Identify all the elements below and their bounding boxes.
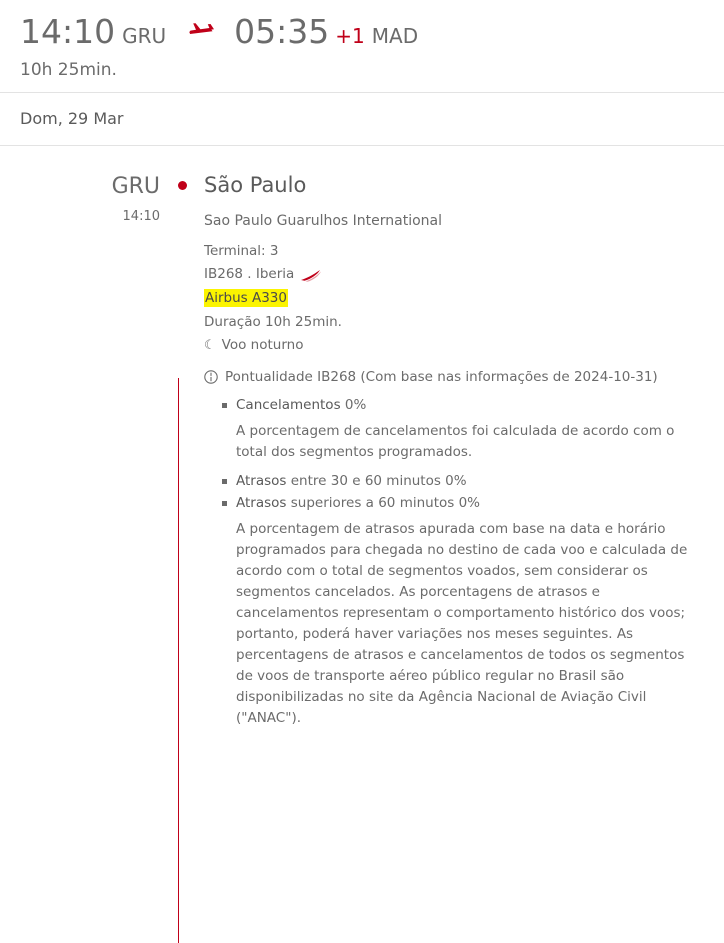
- timeline-dot-icon: [178, 181, 187, 190]
- airplane-icon: [188, 19, 216, 45]
- punctuality-item-value: entre 30 e 60 minutos 0%: [290, 473, 467, 490]
- segment-airport-code: GRU: [111, 174, 160, 200]
- moon-icon: ☾: [204, 337, 216, 353]
- punctuality-item-text: [236, 397, 366, 413]
- segment-airport-name: Sao Paulo Guarulhos International: [204, 213, 443, 230]
- bullet-square-icon: [222, 501, 227, 506]
- plus-day-indicator: +1: [335, 24, 365, 48]
- punctuality-item-text: [236, 495, 480, 511]
- segment-details: [196, 174, 724, 742]
- punctuality-note-delays: A porcentagem de atrasos apurada com base na data e horário programados para chegada no destino de cada voo e calculada de acordo com o total de segmentos voados, sem considerar os segmentos cancelados. As porcentagens de atrasos e cancelamentos representam o comportamento histórico dos voos; portanto, poderá haver variações nos meses seguintes. As percentagens de atrasos e cancelamentos de todos os segmentos de voos de transporte aéreo público regular no Brasil são disponibilizadas no site da Agência Nacional de Aviação Civil ("ANAC").: [236, 521, 688, 726]
- punctuality-item-value: 0%: [344, 397, 367, 414]
- departure-airport-code: GRU: [122, 24, 167, 48]
- segment-duration-label: Duração 10h 25min.: [204, 314, 342, 331]
- segment-terminal-label: Terminal: 3: [204, 243, 279, 260]
- itinerary-body: [0, 146, 724, 742]
- segment-night-flight-label: Voo noturno: [221, 337, 304, 354]
- segment-flight-label: IB268 . Iberia: [204, 266, 295, 283]
- punctuality-note-cancellations: A porcentagem de cancelamentos foi calculada de acordo com o total dos segmentos programados.: [236, 423, 675, 461]
- segment-departure-time: 14:10: [122, 209, 160, 225]
- timeline-dot-column: [178, 174, 196, 742]
- segment-night-flight: [204, 337, 694, 353]
- segment-city: São Paulo: [204, 173, 307, 198]
- punctuality-item-label: Cancelamentos: [236, 397, 341, 414]
- segment-row: [0, 174, 724, 742]
- punctuality-item-text: [236, 473, 467, 489]
- total-duration: 10h 25min.: [20, 60, 117, 81]
- segment-terminal: [204, 243, 694, 259]
- punctuality-item-value: superiores a 60 minutos 0%: [290, 495, 481, 512]
- segment-left-column: [0, 174, 178, 742]
- punctuality-heading: [204, 369, 694, 385]
- punctuality-item-delays-30-60: [204, 473, 694, 489]
- date-label: Dom, 29 Mar: [20, 109, 124, 129]
- info-icon: [204, 370, 218, 384]
- segment-aircraft-label: Airbus A330: [205, 290, 287, 307]
- iberia-logo-icon: [300, 269, 320, 281]
- punctuality-item-label: Atrasos: [236, 473, 287, 490]
- punctuality-item-label: Atrasos: [236, 495, 287, 512]
- departure-time: 14:10: [20, 12, 116, 51]
- segment-flight: [204, 266, 694, 282]
- arrival-airport-code: MAD: [371, 24, 419, 48]
- punctuality-item-cancellations: [204, 397, 694, 413]
- punctuality-item-delays-60-plus: [204, 495, 694, 511]
- date-band: [0, 92, 724, 146]
- arrival-time: 05:35: [234, 12, 330, 51]
- punctuality-heading-text: Pontualidade IB268 (Com base nas informações de 2024-10-31): [225, 369, 658, 386]
- bullet-square-icon: [222, 403, 227, 408]
- flight-summary-header: [0, 0, 724, 92]
- bullet-square-icon: [222, 479, 227, 484]
- segment-duration: [204, 314, 694, 330]
- summary-times-row: [20, 14, 704, 50]
- segment-aircraft: [204, 289, 694, 307]
